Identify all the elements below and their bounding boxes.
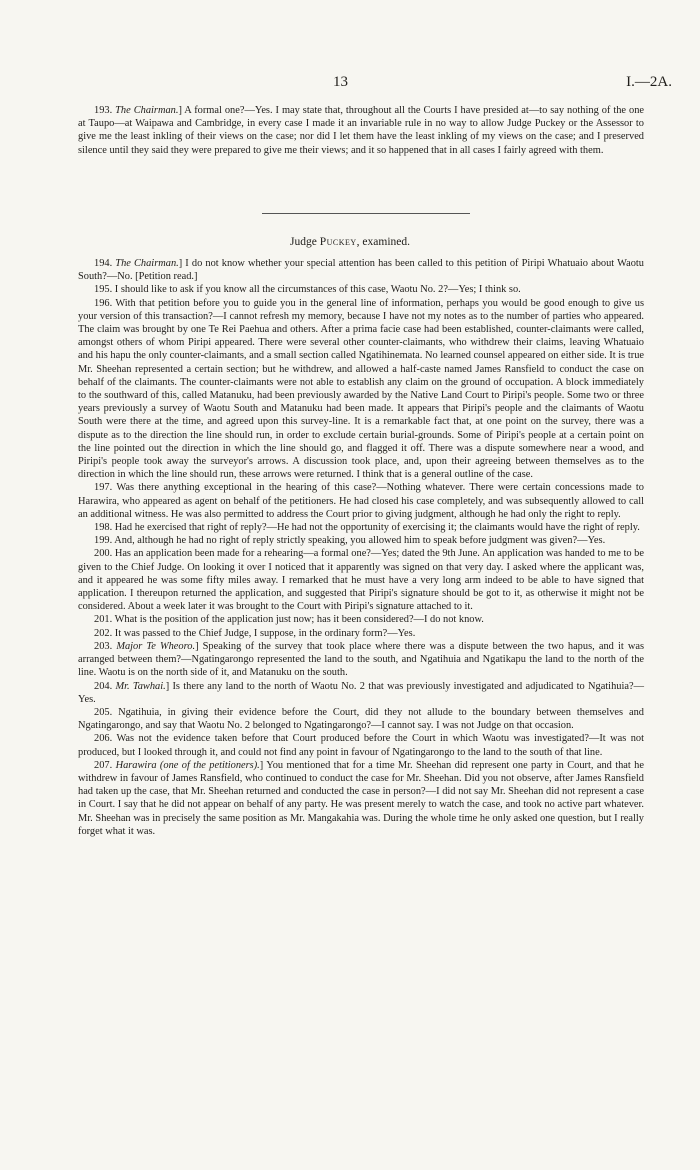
- question-number: 202.: [94, 627, 113, 639]
- question-number: 203.: [94, 640, 113, 652]
- heading-suffix: , examined.: [356, 236, 410, 248]
- question-number: 206.: [94, 733, 113, 745]
- paragraph: [78, 297, 644, 482]
- paragraph-text: And, although he had no right of reply strictly speaking, you allowed him to speak before judgment was given?—Yes.: [114, 535, 606, 547]
- paragraph-text: Ngatihuia, in giving their evidence before the Court, did they not allude to the boundary between themselves and Ngatingarongo, and say that Waotu No. 2 belonged to Ngatingarongo?—I cannot say. I was not Judge on that occasion.: [78, 706, 644, 732]
- witness-heading: [0, 236, 700, 248]
- question-number: 193.: [94, 105, 113, 116]
- page-header: [0, 74, 700, 92]
- paragraph: 207. Harawira (one of the petitioners).] You mentioned that for a time Mr. Sheehan did represent one party in Court, and that he withdrew in favour of James Ransfield, who continued to conduct the case for Mr. Sheehan. Did you not observe, after James Ransfield had taken up the case, that Mr. Sheehan returned and conducted the case in person?—I did not say Mr. Sheehan did not represent a case in Court. I say that he did not appear on behalf of any party. He was present merely to watch the case, and took no active part whatever. Mr. Sheehan was in precisely the same position as Mr. Mangakahia was. During the whole time he only asked one question, but I really forget what it was.: [78, 759, 644, 837]
- paragraph: [78, 706, 644, 732]
- page-number: 13: [333, 74, 348, 90]
- paragraph-text: A formal one?—Yes. I may state that, throughout all the Courts I have presided at—to say nothing of the one at Taupo—at Waipawa and Cambridge, in every case I made it an invariable rule in no way to allow Judge Puckey or the Assessor to give me the least inkling of their views on the case; nor did I let them have the least inkling of my views on the case; and I preserved silence until they said they were prepared to give me their views; and it so happened that in all cases I fairly agreed with them.: [78, 105, 644, 156]
- question-number: 196.: [94, 297, 113, 309]
- paragraph: 204. Mr. Tawhai.] Is there any land to the north of Waotu No. 2 that was previously investigated and adjudicated to Ngatihuia?—Yes.: [78, 680, 644, 705]
- speaker: The Chairman.: [115, 105, 179, 116]
- question-number: 197.: [94, 482, 113, 494]
- question-number: 195.: [94, 284, 113, 296]
- heading-prefix: Judge: [290, 236, 320, 248]
- paragraph: [78, 283, 644, 296]
- paragraph-text: Speaking of the survey that took place where there was a dispute between the two hapus, and it was arranged between them?—Ngatingarongo represented the land to the south, and Ngatihuia and Ngatikapu the land to the north of the line. Waotu is on the north side of it, and Matanuku on the south.: [78, 640, 644, 679]
- paragraph-text: I should like to ask if you know all the circumstances of this case, Waotu No. 2?—Yes; I think so.: [114, 284, 521, 296]
- speaker: Major Te Wheoro.: [116, 640, 196, 652]
- paragraph-text: Was there anything exceptional in the hearing of this case?—Nothing whatever. There were certain concessions made to Harawira, who appeared as agent on behalf of the petitioners. He had closed his case completely, and was subsequently allowed to call an additional witness. He was also permitted to address the Court prior to giving judgment, although he had only the right to reply.: [78, 482, 644, 520]
- paragraph: 203. Major Te Wheoro.] Speaking of the survey that took place where there was a dispute between the two hapus, and it was arranged between them?—Ngatingarongo represented the land to the south, and Ngatihuia and Ngatikapu the land to the north of the line. Waotu is on the north side of it, and Matanuku on the south.: [78, 640, 644, 679]
- question-number: 205.: [94, 706, 113, 718]
- paragraph: [78, 547, 644, 613]
- paragraph-text: You mentioned that for a time Mr. Sheehan did represent one party in Court, and that he withdrew in favour of James Ransfield, who continued to conduct the case for Mr. Sheehan. Did you not observe, after James Ransfield had taken up the case, that Mr. Sheehan returned and conducted the case in person?—I did not say Mr. Sheehan did not represent a case in Court. I say that he did not appear on behalf of any party. He was present merely to watch the case, and took no active part whatever. Mr. Sheehan was in precisely the same position as Mr. Mangakahia was. During the whole time he only asked one question, but I really forget what it was.: [78, 759, 644, 837]
- speaker: Harawira (one of the petitioners).: [115, 759, 260, 771]
- paragraph: [78, 627, 644, 640]
- section-divider: [262, 213, 470, 214]
- paragraph: [78, 521, 644, 534]
- paragraph: 194. The Chairman.] I do not know whether your special attention has been called to this petition of Piripi Whatuaio about Waotu South?—No. [Petition read.]: [78, 258, 644, 283]
- question-number: 201.: [94, 614, 113, 626]
- speaker: Mr. Tawhai.: [115, 680, 166, 692]
- paragraph: [78, 481, 644, 521]
- question-number: 194.: [94, 258, 113, 269]
- question-number: 200.: [94, 548, 113, 560]
- section-2-text: [78, 257, 644, 838]
- speaker: The Chairman.: [115, 258, 179, 269]
- paragraph-text: Had he exercised that right of reply?—He had not the opportunity of exercising it; the claimants would have the right of reply.: [114, 522, 640, 534]
- witness-name: Puckey: [319, 236, 357, 248]
- question-number: 198.: [94, 522, 113, 534]
- paragraph-text: Is there any land to the north of Waotu No. 2 that was previously investigated and adjudicated to Ngatihuia?—Yes.: [78, 680, 644, 705]
- paragraph-text: What is the position of the application just now; has it been considered?—I do not know.: [114, 614, 484, 626]
- paragraph-text: Was not the evidence taken before that Court produced before the Court in which Waotu was investigated?—It was not produced, but I looked through it, and could not find any point in favour of Ngatingarongo to the land to the south of that line.: [78, 733, 644, 758]
- paragraph: [78, 534, 644, 547]
- document-reference: I.—2A.: [626, 74, 672, 90]
- paragraph-text: I do not know whether your special attention has been called to this petition of Piripi Whatuaio about Waotu South?—No. [Petition read.]: [78, 258, 644, 283]
- paragraph-text: It was passed to the Chief Judge, I suppose, in the ordinary form?—Yes.: [114, 627, 416, 639]
- paragraph-text: With that petition before you to guide you in the general line of information, perhaps you would be good enough to give us your version of this transaction?—I cannot refresh my memory, because I have not my notes as to the number of parties who appeared. The claim was brought by one Te Rei Paehua and others. After a prima facie case had been established, counter-claimants were called, amongst others of whom Piripi appeared. There were several other counter-claimants, who withdrew their claims, leaving Whatuaio and his hapu the only counter-claimants, and a small section called Ngatihinemata. No learned counsel appeared on either side. It is true Mr. Sheehan represented a certain section; but he withdrew, and allowed a half-caste named James Ransfield to conduct the case on behalf of the claimants. The counter-claimants were not able to establish any claim on the ground of occupation. A block immediately to the southward of this, called Matanuku, had been previously awarded by the Native Land Court to Piripi's people. Some two or three years previously a survey of Waotu South and Matanuku had been made. It appears that Piripi's people and the claimants of Waotu South were there at the time, and agreed upon this survey-line. It is a remarkable fact that, at one point on the survey, there was a dispute as to the direction the line should run, in order to exclude certain burial-grounds. Some of Piripi's people at a certain point on the line pointed out the direction in which the line should go, and flagged it off. There was a dispute somewhere near a wood, and Piripi's people took away the surveyor's arrows. A discussion took place, and, upon their agreeing between themselves as to the direction in which the line should run, these arrows were returned. I think that is a general outline of the case.: [78, 297, 644, 481]
- question-number: 199.: [94, 535, 113, 547]
- paragraph: [78, 732, 644, 758]
- paragraph-text: Has an application been made for a rehearing—a formal one?—Yes; dated the 9th June. An application was handed to me to be given to the Chief Judge. On looking it over I noticed that it apparently was signed on that very day. I asked where the applicant was, and it appeared he was some fifty miles away. I remarked that he must have a very long arm indeed to be able to have signed that application. I thereupon returned the application, and suggested that Piripi's signature should be got to it, as otherwise it might not be considered. About a week later it was brought to the Court with Piripi's signature attached to it.: [78, 548, 644, 613]
- section-1-text: [78, 104, 644, 157]
- paragraph: [78, 613, 644, 626]
- question-number: 204.: [94, 680, 113, 692]
- paragraph: 193. The Chairman.] A formal one?—Yes. I may state that, throughout all the Courts I have presided at—to say nothing of the one at Taupo—at Waipawa and Cambridge, in every case I made it an invariable rule in no way to allow Judge Puckey or the Assessor to give me the least inkling of their views on the case; nor did I let them have the least inkling of my views on the case; and I preserved silence until they said they were prepared to give me their views; and it so happened that in all cases I fairly agreed with them.: [78, 105, 644, 156]
- question-number: 207.: [94, 759, 113, 771]
